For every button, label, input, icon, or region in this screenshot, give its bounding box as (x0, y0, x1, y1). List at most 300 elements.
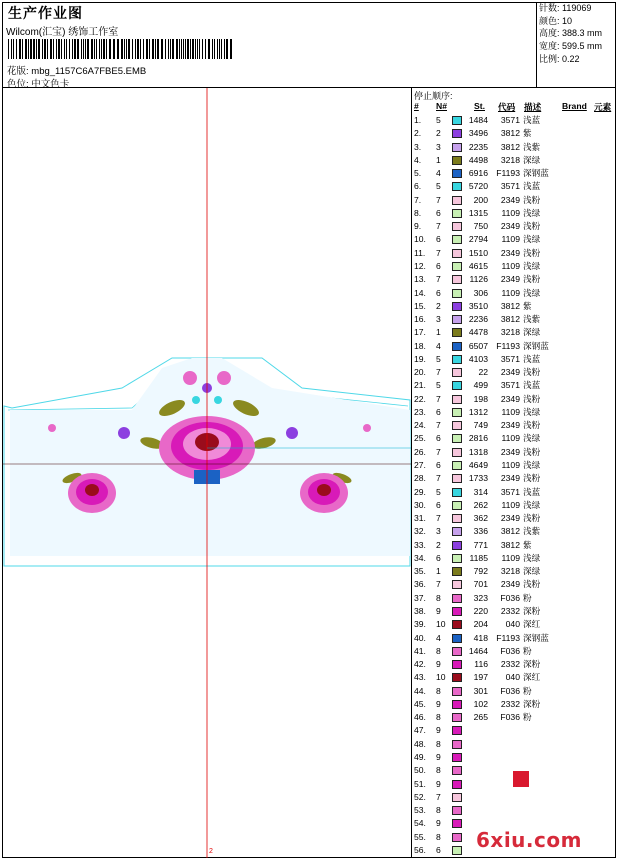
color-swatch (452, 554, 462, 563)
stop-number: 5. (414, 168, 422, 179)
thread-code: 1109 (501, 433, 520, 444)
needle-number: 9 (436, 725, 441, 736)
color-swatch (452, 381, 462, 390)
stop-row (412, 552, 616, 565)
design-scale: 比例: 0.22 (539, 53, 580, 64)
stats-panel (537, 2, 616, 88)
needle-number: 6 (436, 499, 441, 510)
stop-row (412, 207, 616, 220)
stitch-count: 200 (473, 194, 488, 205)
stitch-count: 1510 (468, 247, 488, 258)
thread-description: 浅蓝 (523, 380, 541, 391)
stop-row (412, 287, 616, 300)
stop-row (412, 486, 616, 499)
stop-number: 27. (414, 460, 426, 471)
thread-code: 3571 (500, 380, 520, 391)
thread-code: 2349 (500, 579, 520, 590)
thread-code: F036 (500, 685, 520, 696)
needle-number: 9 (436, 605, 441, 616)
thread-description: 深粉 (523, 605, 541, 616)
col-brand: Brand (562, 101, 587, 111)
thread-description: 浅绿 (523, 406, 541, 417)
needle-number: 6 (436, 207, 441, 218)
stitch-count: 301 (473, 685, 488, 696)
stop-number: 36. (414, 579, 426, 590)
stop-number: 6. (414, 181, 422, 192)
color-swatch (452, 488, 462, 497)
needle-number: 8 (436, 765, 441, 776)
needle-number: 5 (436, 181, 441, 192)
thread-code: 3571 (500, 115, 520, 125)
color-swatch (452, 235, 462, 244)
thread-description: 浅紫 (523, 141, 541, 152)
stitch-count: 6507 (468, 340, 488, 351)
thread-description: 深钢蓝 (523, 340, 549, 351)
barcode (8, 39, 235, 59)
thread-description: 浅绿 (523, 433, 541, 444)
col-no: # (414, 101, 419, 111)
col-elements: 元素 (594, 102, 612, 112)
needle-number: 2 (436, 128, 441, 139)
stitch-count: 314 (473, 486, 488, 497)
needle-number: 2 (436, 539, 441, 550)
stop-row (412, 419, 616, 432)
stitch-count: 771 (473, 539, 488, 550)
needle-number: 8 (436, 831, 441, 842)
stop-row (412, 406, 616, 419)
stop-number: 7. (414, 194, 422, 205)
needle-number: 4 (436, 632, 441, 643)
color-swatch (452, 421, 462, 430)
needle-number: 6 (436, 234, 441, 245)
stop-number: 34. (414, 552, 426, 563)
thread-code: 2349 (500, 274, 520, 285)
file-name-line (7, 63, 146, 77)
thread-description: 深粉 (523, 698, 541, 709)
thread-code: 3218 (500, 154, 520, 165)
thread-description: 粉 (523, 645, 532, 656)
stop-number: 2. (414, 128, 422, 139)
needle-number: 2 (436, 300, 441, 311)
stitch-count: 3496 (468, 128, 488, 139)
company-name: Wilcom(汇宝) 绣饰工作室 (6, 27, 119, 38)
color-swatch (452, 833, 462, 842)
stop-row (412, 167, 616, 180)
needle-number: 9 (436, 818, 441, 829)
color-scheme: 中文色卡 (31, 79, 70, 90)
color-swatch (452, 448, 462, 457)
thread-code: 1109 (501, 234, 520, 245)
needle-number: 1 (436, 566, 441, 577)
stitch-count: 1733 (468, 473, 488, 484)
stop-row (412, 512, 616, 525)
stop-number: 40. (414, 632, 426, 643)
stop-row (412, 353, 616, 366)
color-swatch (452, 740, 462, 749)
color-swatch (452, 395, 462, 404)
stitch-count: 1312 (468, 406, 488, 417)
needle-number: 9 (436, 698, 441, 709)
needle-number: 7 (436, 513, 441, 524)
stop-number: 21. (414, 380, 426, 391)
stop-row (412, 605, 616, 618)
stitch-count: 1185 (469, 552, 488, 563)
stitch-count: 4649 (468, 460, 488, 471)
stitch-count: 2236 (468, 314, 488, 325)
thread-code: 2349 (500, 446, 520, 457)
needle-number: 8 (436, 712, 441, 723)
stop-number: 30. (414, 499, 426, 510)
needle-number: 7 (436, 473, 441, 484)
thread-code: F036 (500, 645, 520, 656)
col-needle: N# (436, 101, 447, 111)
stop-number: 52. (414, 791, 426, 802)
thread-code: 3812 (500, 314, 520, 325)
color-swatch (452, 726, 462, 735)
thread-description: 紫 (523, 539, 532, 550)
stop-row (412, 313, 616, 326)
thread-code: 1109 (501, 406, 520, 417)
stop-number: 22. (414, 393, 426, 404)
stop-row (412, 141, 616, 154)
color-swatch (452, 607, 462, 616)
color-swatch (452, 196, 462, 205)
needle-number: 6 (436, 287, 441, 298)
thread-code: 2349 (500, 420, 520, 431)
stop-row (412, 539, 616, 552)
needle-number: 6 (436, 460, 441, 471)
color-swatch (452, 289, 462, 298)
stop-number: 16. (414, 314, 426, 325)
color-swatch (452, 846, 462, 855)
stop-row (412, 446, 616, 459)
thread-code: 3571 (500, 486, 520, 497)
stop-number: 38. (414, 605, 426, 616)
stitch-count: 362 (473, 513, 488, 524)
needle-number: 6 (436, 844, 441, 855)
color-swatch (452, 156, 462, 165)
stop-number: 24. (414, 420, 426, 431)
color-swatch (452, 687, 462, 696)
color-swatch (452, 594, 462, 603)
stop-number: 49. (414, 751, 426, 762)
stop-row (412, 300, 616, 313)
color-swatch (452, 275, 462, 284)
needle-number: 7 (436, 247, 441, 258)
thread-code: 2349 (500, 393, 520, 404)
stitch-count: 336 (473, 526, 488, 537)
stop-number: 56. (414, 844, 426, 855)
color-swatch (452, 328, 462, 337)
stop-row (412, 127, 616, 140)
thread-description: 浅粉 (523, 579, 541, 590)
thread-code: 040 (505, 619, 520, 630)
stitch-count: 针数: 119069 (539, 3, 592, 13)
thread-description: 浅绿 (523, 287, 541, 298)
stitch-count: 198 (473, 393, 488, 404)
stop-number: 29. (414, 486, 426, 497)
stop-number: 51. (414, 778, 426, 789)
stop-number: 28. (414, 473, 426, 484)
needle-number: 3 (436, 526, 441, 537)
thread-description: 浅粉 (523, 393, 541, 404)
thread-description: 浅绿 (523, 234, 541, 245)
stitch-count: 5720 (468, 181, 488, 192)
stop-number: 1. (414, 115, 422, 125)
stop-number: 44. (414, 685, 426, 696)
needle-number: 7 (436, 420, 441, 431)
stop-number: 9. (414, 221, 422, 232)
color-swatch (452, 541, 462, 550)
stop-row (412, 592, 616, 605)
thread-code: 3812 (500, 526, 520, 537)
thread-code: F1193 (496, 632, 520, 643)
color-swatch (452, 713, 462, 722)
thread-code: 2349 (500, 367, 520, 378)
color-swatch (452, 634, 462, 643)
stop-row (412, 432, 616, 445)
stop-row (412, 247, 616, 260)
stitch-count: 4498 (468, 154, 488, 165)
thread-code: 1109 (501, 499, 520, 510)
stop-number: 11. (414, 247, 426, 258)
needle-number: 9 (436, 778, 441, 789)
thread-description: 浅绿 (523, 499, 541, 510)
needle-number: 7 (436, 791, 441, 802)
thread-code: 3812 (500, 539, 520, 550)
needle-number: 6 (436, 552, 441, 563)
thread-description: 浅绿 (523, 460, 541, 471)
color-swatch (452, 660, 462, 669)
stop-number: 47. (414, 725, 426, 736)
stop-row (412, 393, 616, 406)
red-seal-logo (511, 769, 531, 789)
right-peony (300, 473, 348, 513)
stop-number: 55. (414, 831, 426, 842)
stop-number: 50. (414, 765, 426, 776)
stop-row (412, 645, 616, 658)
thread-description: 浅蓝 (523, 486, 541, 497)
stop-number: 19. (414, 353, 426, 364)
stop-number: 14. (414, 287, 426, 298)
thread-description: 浅粉 (523, 420, 541, 431)
thread-code: 1109 (501, 287, 520, 298)
stop-number: 23. (414, 406, 426, 417)
col-stitches: St. (474, 101, 485, 111)
thread-description: 浅粉 (523, 194, 541, 205)
stop-number: 13. (414, 274, 426, 285)
color-swatch (452, 806, 462, 815)
needle-number: 8 (436, 738, 441, 749)
stop-number: 17. (414, 327, 426, 338)
thread-code: 3812 (500, 141, 520, 152)
color-swatch (452, 501, 462, 510)
thread-description: 浅绿 (523, 260, 541, 271)
color-swatch (452, 753, 462, 762)
thread-code: 3571 (500, 353, 520, 364)
stop-row (412, 340, 616, 353)
thread-description: 粉 (523, 712, 532, 723)
color-swatch (452, 222, 462, 231)
color-swatch (452, 766, 462, 775)
thread-code: 2349 (500, 247, 520, 258)
stitch-count: 6916 (468, 168, 488, 179)
thread-description: 深红 (523, 672, 541, 683)
stop-row (412, 685, 616, 698)
stop-number: 10. (414, 234, 426, 245)
stop-row (412, 565, 616, 578)
embroidery-design (2, 88, 412, 858)
thread-description: 浅粉 (523, 473, 541, 484)
stop-number: 3. (414, 141, 422, 152)
color-swatch (452, 368, 462, 377)
color-swatch (452, 342, 462, 351)
stitch-count: 1318 (468, 446, 488, 457)
thread-description: 紫 (523, 128, 532, 139)
color-swatch (452, 408, 462, 417)
thread-code: 3571 (500, 181, 520, 192)
thread-description: 浅粉 (523, 247, 541, 258)
stop-row (412, 326, 616, 339)
needle-number: 5 (436, 115, 441, 125)
thread-description: 浅紫 (523, 314, 541, 325)
thread-description: 深红 (523, 619, 541, 630)
stitch-count: 499 (473, 380, 488, 391)
color-swatch (452, 620, 462, 629)
watermark: 6xiu.com (476, 828, 582, 852)
color-swatch (452, 527, 462, 536)
stitch-count: 220 (473, 605, 488, 616)
stop-number: 35. (414, 566, 426, 577)
stop-number: 18. (414, 340, 426, 351)
thread-description: 深绿 (523, 154, 541, 165)
needle-number: 4 (436, 168, 441, 179)
color-swatch (452, 209, 462, 218)
design-height: 高度: 388.3 mm (539, 28, 603, 39)
thread-description: 浅粉 (523, 446, 541, 457)
color-swatch (452, 262, 462, 271)
stop-row (412, 459, 616, 472)
thread-code: 1109 (501, 260, 520, 271)
color-swatch (452, 580, 462, 589)
thread-code: 2349 (500, 513, 520, 524)
thread-code: 3812 (500, 128, 520, 139)
design-preview (2, 88, 412, 858)
stop-row (412, 658, 616, 671)
stitch-count: 116 (474, 659, 488, 670)
needle-number: 3 (436, 314, 441, 325)
thread-description: 深绿 (523, 566, 541, 577)
thread-code: 2332 (500, 698, 520, 709)
color-swatch (452, 143, 462, 152)
needle-number: 1 (436, 154, 441, 165)
needle-number: 10 (436, 672, 446, 683)
needle-number: 4 (436, 340, 441, 351)
needle-number: 8 (436, 685, 441, 696)
stitch-count: 3510 (468, 300, 488, 311)
stitch-count: 750 (473, 221, 488, 232)
thread-description: 深钢蓝 (523, 168, 549, 179)
stitch-count: 306 (473, 287, 488, 298)
stitch-count: 2816 (468, 433, 488, 444)
stitch-count: 22 (478, 367, 488, 378)
stitch-count: 323 (473, 592, 488, 603)
stop-number: 45. (414, 698, 426, 709)
color-swatch (452, 129, 462, 138)
color-swatch (452, 461, 462, 470)
needle-number: 7 (436, 579, 441, 590)
stop-number: 15. (414, 300, 426, 311)
thread-code: 3218 (500, 327, 520, 338)
stitch-count: 265 (473, 712, 488, 723)
stop-number: 54. (414, 818, 426, 829)
thread-description: 粉 (523, 592, 532, 603)
stitch-count: 204 (473, 619, 488, 630)
thread-description: 深粉 (523, 659, 541, 670)
stop-number: 42. (414, 659, 426, 670)
thread-code: 3812 (500, 300, 520, 311)
color-swatch (452, 474, 462, 483)
color-swatch (452, 819, 462, 828)
col-description: 描述 (524, 102, 542, 112)
color-swatch (452, 182, 462, 191)
stitch-count: 1484 (468, 115, 488, 125)
stop-row (412, 114, 616, 127)
thread-description: 浅蓝 (523, 181, 541, 192)
needle-number: 5 (436, 353, 441, 364)
stop-row (412, 194, 616, 207)
stop-row (412, 260, 616, 273)
thread-code: 2349 (500, 194, 520, 205)
stitch-count: 701 (473, 579, 488, 590)
thread-description: 粉 (523, 685, 532, 696)
thread-description: 紫 (523, 300, 532, 311)
stitch-count: 1315 (468, 207, 488, 218)
thread-description: 浅粉 (523, 274, 541, 285)
color-swatch (452, 249, 462, 258)
stop-number: 53. (414, 805, 426, 816)
thread-code: 2332 (500, 659, 520, 670)
stitch-count: 418 (473, 632, 488, 643)
needle-number: 8 (436, 592, 441, 603)
col-code: 代码 (498, 102, 516, 112)
stop-number: 12. (414, 260, 426, 271)
left-peony (68, 473, 116, 513)
file-name: mbg_1157C6A7FBE5.EMB (31, 66, 147, 77)
qr-code (481, 737, 565, 821)
thread-description: 浅粉 (523, 513, 541, 524)
stop-row (412, 233, 616, 246)
color-swatch (452, 355, 462, 364)
stop-row (412, 154, 616, 167)
color-swatch (452, 700, 462, 709)
color-swatch (452, 169, 462, 178)
needle-number: 9 (436, 659, 441, 670)
thread-description: 浅绿 (523, 552, 541, 563)
needle-number: 7 (436, 393, 441, 404)
needle-number: 8 (436, 645, 441, 656)
color-swatch (452, 434, 462, 443)
thread-code: F036 (500, 712, 520, 723)
needle-number: 6 (436, 260, 441, 271)
thread-code: 1109 (501, 207, 520, 218)
file-name-label: 花版: (7, 66, 29, 77)
stop-number: 20. (414, 367, 426, 378)
color-swatch (452, 302, 462, 311)
thread-code: 2349 (500, 221, 520, 232)
stitch-count: 1126 (469, 274, 488, 285)
stop-number: 4. (414, 154, 422, 165)
